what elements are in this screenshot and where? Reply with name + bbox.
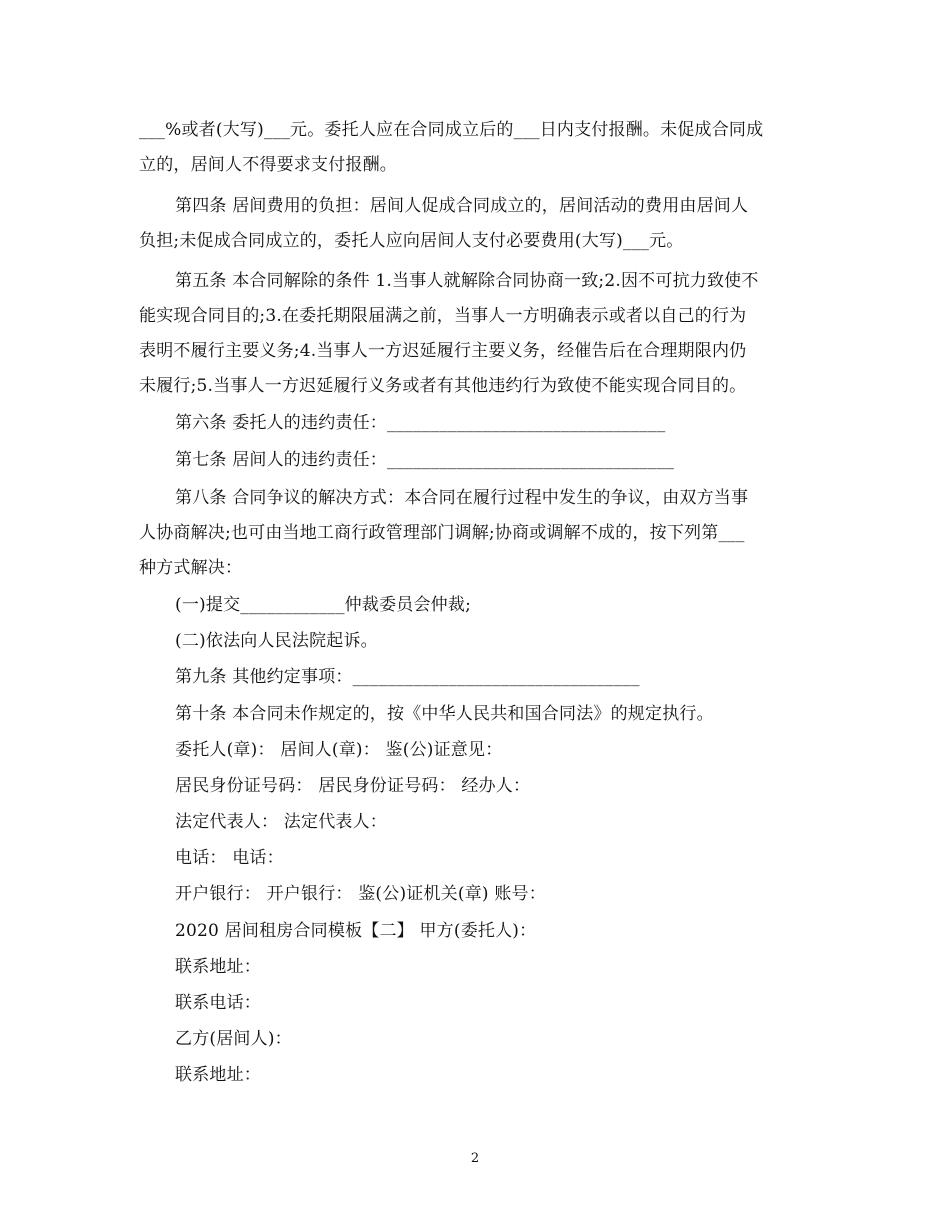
clause-4: 第四条 居间费用的负担：居间人促成合同成立的，居间活动的费用由居间人 bbox=[175, 196, 749, 216]
field-label: 联系电话： bbox=[175, 993, 261, 1013]
signature-line: 开户银行： 开户银行： 鉴(公)证机关(章) 账号： bbox=[175, 884, 546, 904]
option-1: (一)提交____________仲裁委员会仲裁; bbox=[175, 595, 471, 615]
field-label: 乙方(居间人)： bbox=[175, 1029, 292, 1049]
signature-line: 电话： 电话： bbox=[175, 848, 284, 868]
text-line: 种方式解决： bbox=[139, 558, 243, 578]
text-line: 表明不履行主要义务;4.当事人一方迟延履行主要义务，经催告后在合理期限内仍 bbox=[139, 341, 747, 361]
option-2: (二)依法向人民法院起诉。 bbox=[175, 631, 378, 651]
text-line: ___%或者(大写)___元。委托人应在合同成立后的___日内支付报酬。未促成合同成 bbox=[139, 120, 764, 140]
signature-line: 法定代表人： 法定代表人： bbox=[175, 812, 388, 832]
signature-line: 居民身份证号码： 居民身份证号码： 经办人： bbox=[175, 776, 531, 796]
section-heading: 2020 居间租房合同模板【二】 甲方(委托人)： bbox=[175, 921, 537, 941]
field-label: 联系地址： bbox=[175, 1065, 261, 1085]
clause-9: 第九条 其他约定事项：_________________________________ bbox=[175, 667, 640, 687]
field-label: 联系地址： bbox=[175, 957, 261, 977]
text-line: 能实现合同目的;3.在委托期限届满之前，当事人一方明确表示或者以自己的行为 bbox=[139, 306, 747, 326]
text-line: 负担;未促成合同成立的，委托人应向居间人支付必要费用(大写)___元。 bbox=[139, 231, 684, 251]
text-line: 立的，居间人不得要求支付报酬。 bbox=[139, 155, 397, 175]
clause-7: 第七条 居间人的违约责任：_________________________________ bbox=[175, 450, 675, 470]
clause-8: 第八条 合同争议的解决方式：本合同在履行过程中发生的争议，由双方当事 bbox=[175, 488, 749, 508]
clause-6: 第六条 委托人的违约责任：________________________________ bbox=[175, 413, 666, 433]
text-line: 人协商解决;也可由当地工商行政管理部门调解;协商或调解不成的，按下列第___ bbox=[139, 523, 745, 543]
page-number: 2 bbox=[470, 1151, 480, 1166]
signature-line: 委托人(章)： 居间人(章)： 鉴(公)证意见： bbox=[175, 740, 503, 760]
clause-5: 第五条 本合同解除的条件 1.当事人就解除合同协商一致;2.因不可抗力致使不 bbox=[175, 271, 759, 291]
clause-10: 第十条 本合同未作规定的，按《中华人民共和国合同法》的规定执行。 bbox=[175, 704, 714, 724]
text-line: 未履行;5.当事人一方迟延履行义务或者有其他违约行为致使不能实现合同目的。 bbox=[139, 376, 747, 396]
